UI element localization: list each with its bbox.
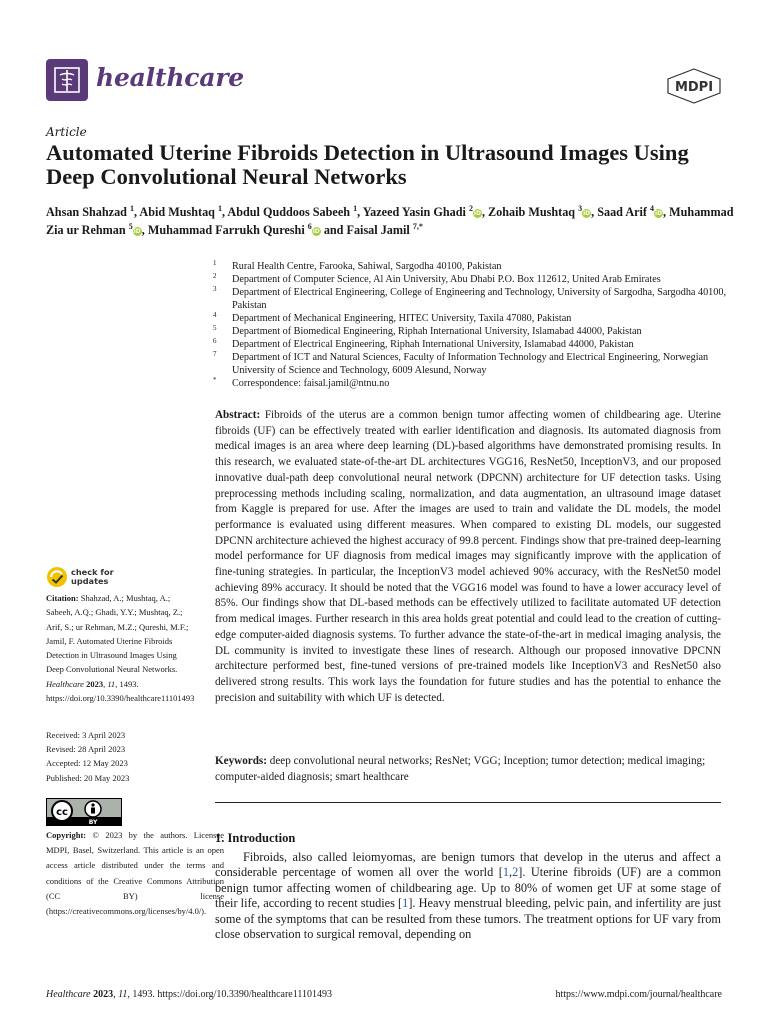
author: Muhammad Farrukh Qureshi $^6$ bbox=[147, 221, 312, 237]
affiliation: 5 Department of Biomedical Engineering, Riphah International University, Islamabad 44000, Pakistan bbox=[213, 324, 642, 337]
keywords bbox=[215, 754, 721, 785]
correspondence[interactable]: * Correspondence: faisal.jamil@ntnu.no bbox=[213, 376, 390, 389]
footer-doi-link[interactable]: , 1493. https://doi.org/10.3390/healthcare11101493 bbox=[127, 989, 332, 1000]
paper-title: Automated Uterine Fibroids Detection in Ultrasound Images Using Deep Convolutional Neural Networks bbox=[46, 140, 689, 189]
orcid-icon[interactable]: iD bbox=[312, 228, 320, 235]
author: Muhammad Zia ur Rehman $^5$ bbox=[46, 205, 734, 237]
affiliation: 2 Department of Computer Science, Al Ain University, Abu Dhabi P.O. Box 112612, United Arab Emirates bbox=[213, 272, 661, 285]
publisher-name: MDPI bbox=[674, 80, 714, 95]
section-heading: 1. Introduction bbox=[215, 831, 296, 845]
section-divider bbox=[215, 802, 721, 803]
author: Saad Arif $^4$ bbox=[597, 203, 655, 219]
author: Yazeed Yasin Ghadi $^2$ bbox=[362, 203, 473, 219]
footer-citation: Healthcare 2023, 11, 1493. https://doi.org/10.3390/healthcare11101493 bbox=[46, 989, 332, 1000]
footer-journal-url[interactable]: https://www.mdpi.com/journal/healthcare bbox=[555, 989, 722, 1000]
author: Abdul Quddoos Sabeeh $^1$ bbox=[227, 203, 358, 219]
citation-link[interactable]: 2 bbox=[512, 865, 519, 880]
journal-logo bbox=[46, 59, 88, 101]
affiliation: 7 Department of ICT and Natural Sciences, Faculty of Information Technology and Electrical Engineering, Norwegian University of Science and Technology, 6009 Alesund, Norway bbox=[213, 350, 709, 376]
affiliation: 6 Department of Electrical Engineering, Riphah International University, Islamabad 44000, Pakistan bbox=[213, 337, 634, 350]
cc-by-license-badge[interactable] bbox=[46, 798, 122, 826]
intro-paragraph: Fibroids, also called leiomyomas, are benign tumors that develop in the uterus and affect a considerable percentage of women all over the world [1,2]. Uterine fibroids (UF) are a common benign tumor affecting women of childbearing age. Up to 80% of women get UF at some stage of their life, according to recent studies [1]. Heavy menstrual bleeding, pelvic pain, and infertility are just some of the symptoms that can be resulted from these tumors. The treatment options for UF vary from close observation to surgical removal, depending on bbox=[215, 850, 721, 942]
keywords-text: deep convolutional neural networks; ResNet; VGG; Inception; tumor detection; medical imaging; computer-aided diagnosis; smart healthcare bbox=[215, 755, 706, 783]
article-type: Article bbox=[46, 125, 87, 139]
affiliation: 3 Department of Electrical Engineering, College of Engineering and Technology, University of Sargodha, Sargodha 40100, Pakistan bbox=[213, 285, 727, 311]
affiliations bbox=[213, 260, 733, 390]
journal-name: healthcare bbox=[96, 63, 245, 92]
abstract-label: Abstract: bbox=[215, 409, 261, 421]
keywords-label: Keywords: bbox=[215, 755, 267, 767]
received-date: Received: 3 April 2023 bbox=[46, 730, 126, 740]
citation-link[interactable]: 1 bbox=[402, 896, 409, 911]
published-date: Published: 20 May 2023 bbox=[46, 772, 130, 783]
check-updates-icon bbox=[46, 566, 68, 588]
citation-link[interactable]: 1 bbox=[502, 865, 509, 880]
orcid-icon[interactable]: iD bbox=[473, 210, 481, 217]
author: Zohaib Mushtaq $^3$ bbox=[488, 203, 583, 219]
check-for-updates-button[interactable]: check for updates bbox=[46, 566, 166, 588]
cc-icon: cc bbox=[56, 807, 68, 818]
publication-dates bbox=[46, 728, 194, 785]
affiliation: 4 Department of Mechanical Engineering, HITEC University, Taxila 47080, Pakistan bbox=[213, 311, 572, 324]
citation-block: Citation: Shahzad, A.; Mushtaq, A.; Sabeeh, A.Q.; Ghadi, Y.Y.; Mushtaq, Z.; Arif, S.; ur Rehman, M.Z.; Qureshi, M.F.; Jamil, F. Automated Uterine Fibroids Detection in Ultrasound Images Using Deep Convolutional Neural Networks. Healthcare 2023, 11, 1493. https://doi.org/10.3390/healthcare11101493 bbox=[46, 593, 195, 704]
caduceus-icon bbox=[46, 59, 88, 101]
mdpi-logo[interactable] bbox=[666, 68, 722, 108]
author: Abid Mushtaq $^1$ bbox=[139, 203, 222, 219]
orcid-icon[interactable]: iD bbox=[655, 210, 663, 217]
orcid-icon[interactable]: iD bbox=[133, 228, 141, 235]
revised-date: Revised: 28 April 2023 bbox=[46, 744, 126, 755]
copyright-notice: Copyright: © 2023 by the authors. Licensee MDPI, Basel, Switzerland. This article is an open access article distributed under the terms and conditions of the Creative Commons Attribution (CC BY) license (https://creativecommons.org/licenses/by/4.0/). bbox=[46, 830, 224, 917]
author: Ahsan Shahzad $^1$ bbox=[46, 203, 134, 219]
abstract-text: Fibroids of the uterus are a common benign tumor affecting women of childbearing age. Uterine fibroids (UF) can be effectively treated with earlier identification and diagnosis. Its automated diagnosis from medical images is an area where deep learning (DL)-based algorithms have demonstrated promising results. In this research, we evaluated state-of-the-art DL architectures VGG16, ResNet50, InceptionV3, and our proposed innovative dual-path deep convolutional neural network (DPCNN) architecture for UF detection tasks. Using preprocessing methods including scaling, normalization, and data augmentation, an ultrasound image dataset from Kaggle is prepared for use. After the images are used to train and validate the DL models, the model performance is evaluated using different measures. When compared to existing DL models, our suggested DPCNN architecture achieved the highest accuracy of 99.8 percent. Findings show that pre-trained deep-learning model performance for UF diagnosis from medical images may significantly improve with the application of fine-tuning strategies. In particular, the InceptionV3 model achieved 90% accuracy, with the ResNet50 model achieving 89% accuracy. It should be noted that the VGG16 model was found to have a lower accuracy level of 85%. Our findings show that DL-based methods can be effectively utilized to facilitate automated UF detection from medical images. Further research in this area holds great potential and could lead to the creation of cutting-edge computer-aided diagnosis systems. To further advance the state-of-the-art in medical imaging analysis, the DL community is invited to investigate these lines of research. Although our proposed innovative DPCNN architecture performed best, fine-tuned versions of pre-trained models like InceptionV3 and ResNet50 also delivered strong results. This work lays the foundation for future studies and has the potential to enhance the precision and suitability with which UF is detected. bbox=[215, 409, 721, 704]
accepted-date: Accepted: 12 May 2023 bbox=[46, 758, 128, 769]
by-icon: BY bbox=[88, 819, 98, 825]
abstract bbox=[215, 408, 721, 706]
affiliation: 1 Rural Health Centre, Farooka, Sahiwal, Sargodha 40100, Pakistan bbox=[213, 259, 502, 272]
orcid-icon[interactable]: iD bbox=[583, 210, 591, 217]
doi-link[interactable]: , 1493. https://doi.org/10.3390/healthcare11101493 bbox=[46, 678, 195, 704]
author-list: Ahsan Shahzad $^1$, Abid Mushtaq $^1$, Abdul Quddoos Sabeeh $^1$, Yazeed Yasin Ghadi $^2$iD, Zohaib Mushtaq $^3$iD, Saad Arif $^4$iD, Muhammad Zia ur Rehman $^5$iD, Muhammad Farrukh Qureshi $^6$iD and Faisal Jamil $^{7,*}$ bbox=[46, 203, 734, 237]
author: Faisal Jamil $^{7,*}$ bbox=[346, 221, 423, 237]
